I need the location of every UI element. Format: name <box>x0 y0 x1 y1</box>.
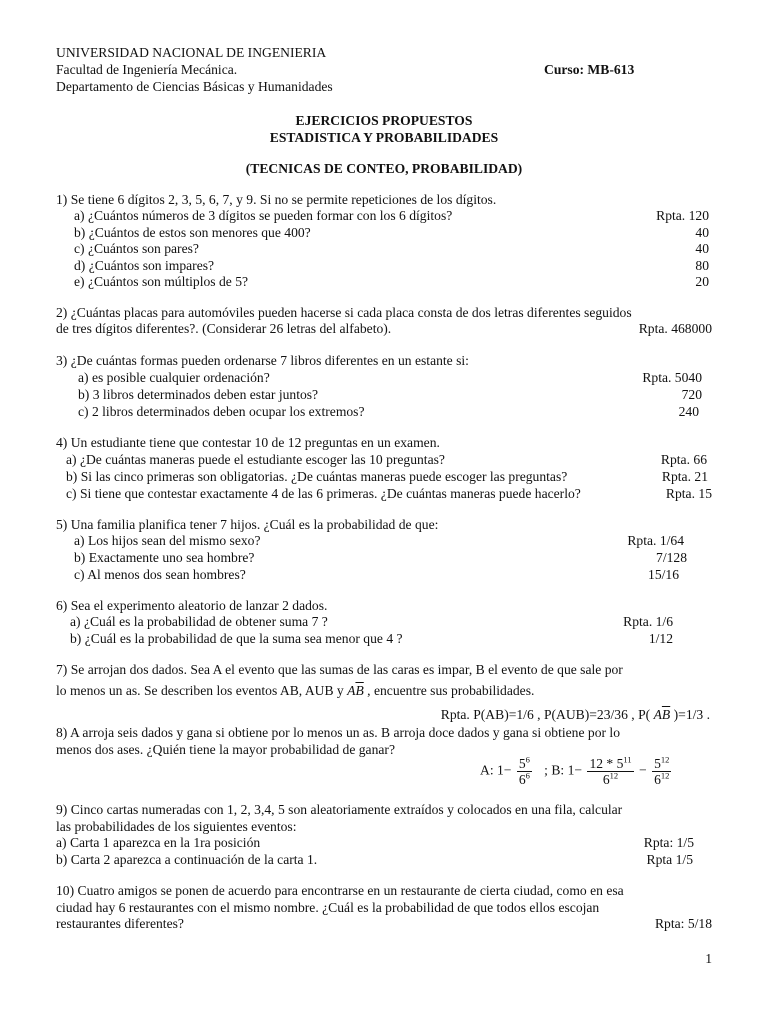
p3-answer-b: 720 <box>681 387 702 402</box>
p8-a-den-base: 6 <box>518 772 526 787</box>
p7-line2-post: , encuentre sus probabilidades. <box>367 683 535 698</box>
p8-a-num-exp: 6 <box>525 754 530 765</box>
p8-formula-b-minus2: − <box>639 762 647 778</box>
p1-item-e: e) ¿Cuántos son múltiplos de 5? <box>74 274 249 289</box>
p8-formula-b-fraction2 <box>652 756 671 787</box>
p8-b2-den-exp: 12 <box>660 770 670 781</box>
p10-line1: 10) Cuatro amigos se ponen de acuerdo para encontrarse en un restaurante de cierta ciudad, como en esa <box>56 883 624 898</box>
p7-event-a: A <box>347 683 356 698</box>
p5-stem: 5) Una familia planifica tener 7 hijos. ¿Cuál es la probabilidad de que: <box>56 517 439 532</box>
page-number: 1 <box>705 951 712 966</box>
p8-formula-a-label: A: <box>480 762 494 778</box>
p1-item-a: a) ¿Cuántos números de 3 dígitos se pueden formar con los 6 dígitos? <box>74 208 453 223</box>
p8-b1-den-base: 6 <box>602 772 610 787</box>
p8-formula-b-one: 1 <box>567 762 575 778</box>
p8-formula-sep: ; <box>544 762 548 778</box>
header-course: Curso: MB-613 <box>544 62 635 77</box>
p8-line2: menos dos ases. ¿Quién tiene la mayor probabilidad de ganar? <box>56 742 395 757</box>
p2-answer: Rpta. 468000 <box>638 321 712 336</box>
p2-line2: de tres dígitos diferentes?. (Considerar 26 letras del alfabeto). <box>56 321 392 336</box>
p8-b1-num-exp: 11 <box>623 754 632 765</box>
p3-stem: 3) ¿De cuántas formas pueden ordenarse 7 libros diferentes en un estante si: <box>56 353 469 368</box>
p7-line2-pre: lo menos un as. Se describen los eventos AB, AUB y <box>56 683 344 698</box>
p6-stem: 6) Sea el experimento aleatorio de lanzar 2 dados. <box>56 598 328 613</box>
p1-answer-b: 40 <box>695 225 709 240</box>
header-university: UNIVERSIDAD NACIONAL DE INGENIERIA <box>56 45 327 60</box>
p7-answer-post: )=1/3 . <box>673 707 710 722</box>
p5-answer-c: 15/16 <box>648 567 679 582</box>
p5-answer-b: 7/128 <box>656 550 687 565</box>
p1-answer-c: 40 <box>695 241 709 256</box>
p9-item-b: b) Carta 2 aparezca a continuación de la carta 1. <box>56 852 318 867</box>
p1-answer-e: 20 <box>695 274 709 289</box>
p3-item-b: b) 3 libros determinados deben estar juntos? <box>78 387 319 402</box>
p6-answer-b: 1/12 <box>648 631 673 646</box>
title-line2: ESTADISTICA Y PROBABILIDADES <box>269 130 499 145</box>
p3-item-c: c) 2 libros determinados deben ocupar los extremos? <box>78 404 365 419</box>
title-line1: EJERCICIOS PROPUESTOS <box>295 113 473 128</box>
p1-answer-d: 80 <box>695 258 709 273</box>
p4-item-b: b) Si las cinco primeras son obligatorias. ¿De cuántas maneras puede escoger las preguntas? <box>66 469 568 484</box>
p9-answer-a: Rpta: 1/5 <box>643 835 694 850</box>
p6-item-b: b) ¿Cuál es la probabilidad de que la suma sea menor que 4 ? <box>70 631 403 646</box>
p8-b2-num-base: 5 <box>654 756 661 771</box>
p10-line2: ciudad hay 6 restaurantes con el mismo nombre. ¿Cuál es la probabilidad de que todos ellos escojan <box>56 900 600 915</box>
p3-answer-a: Rpta. 5040 <box>642 370 702 385</box>
p1-item-c: c) ¿Cuántos son pares? <box>74 241 199 256</box>
p7-answer-event-a: A <box>653 707 662 722</box>
p9-line1: 9) Cinco cartas numeradas con 1, 2, 3,4, 5 son aleatoriamente extraídos y colocados en una fila, calcular <box>56 802 623 817</box>
p8-formula-a-one: 1 <box>497 762 504 778</box>
p9-answer-b: Rpta 1/5 <box>646 852 693 867</box>
p5-answer-a: Rpta. 1/64 <box>627 533 684 548</box>
p8-formula <box>480 756 700 796</box>
p10-line3: restaurantes diferentes? <box>56 916 184 931</box>
p3-item-a: a) es posible cualquier ordenación? <box>78 370 270 385</box>
p9-item-a: a) Carta 1 aparezca en la 1ra posición <box>56 835 261 850</box>
p6-item-a: a) ¿Cuál es la probabilidad de obtener suma 7 ? <box>70 614 328 629</box>
p1-item-b: b) ¿Cuántos de estos son menores que 400? <box>74 225 311 240</box>
p1-answer-a: Rpta. 120 <box>656 208 709 223</box>
p8-a-den-exp: 6 <box>525 770 530 781</box>
p8-b2-num-exp: 12 <box>660 754 670 765</box>
p5-item-c: c) Al menos dos sean hombres? <box>74 567 246 582</box>
p4-stem: 4) Un estudiante tiene que contestar 10 de 12 preguntas en un examen. <box>56 435 440 450</box>
p1-stem: 1) Se tiene 6 dígitos 2, 3, 5, 6, 7, y 9. Si no se permite repeticiones de los dígitos. <box>56 192 497 207</box>
p4-answer-c: Rpta. 15 <box>665 486 712 501</box>
p1-item-d: d) ¿Cuántos son impares? <box>74 258 215 273</box>
p4-answer-b: Rpta. 21 <box>661 469 708 484</box>
p5-item-a: a) Los hijos sean del mismo sexo? <box>74 533 261 548</box>
p8-formula-b-fraction1 <box>587 756 633 787</box>
p8-b2-den-base: 6 <box>654 772 661 787</box>
p8-formula-b-label: B: <box>551 762 565 778</box>
header-faculty: Facultad de Ingeniería Mecánica. <box>56 62 238 77</box>
p4-item-a: a) ¿De cuántas maneras puede el estudiante escoger las 10 preguntas? <box>66 452 445 467</box>
p4-answer-a: Rpta. 66 <box>660 452 707 467</box>
p8-formula-a-minus: − <box>503 762 512 778</box>
p6-answer-a: Rpta. 1/6 <box>623 614 673 629</box>
p10-answer: Rpta: 5/18 <box>654 916 712 931</box>
p8-b1-den-exp: 12 <box>609 770 619 781</box>
p7-line1: 7) Se arrojan dos dados. Sea A el evento que las sumas de las caras es impar, B el evento de que sale por <box>56 662 623 677</box>
p7-line2 <box>56 682 534 699</box>
p5-item-b: b) Exactamente uno sea hombre? <box>74 550 255 565</box>
p7-answer-event-b: $\overline{B}$ <box>661 707 671 722</box>
p8-formula-a-fraction <box>517 756 532 787</box>
title-subtitle: (TECNICAS DE CONTEO, PROBABILIDAD) <box>245 161 523 176</box>
p3-answer-c: 240 <box>678 404 699 419</box>
p4-item-c: c) Si tiene que contestar exactamente 4 de las 6 primeras. ¿De cuántas maneras puede hacerlo? <box>66 486 581 501</box>
p7-answer-pre: Rpta. P(AB)=1/6 , P(AUB)=23/36 , P( <box>440 707 651 722</box>
p9-line2: las probabilidades de los siguientes eventos: <box>56 819 297 834</box>
p8-a-num-base: 5 <box>518 756 526 771</box>
p7-answer <box>340 706 710 723</box>
p2-line1: 2) ¿Cuántas placas para automóviles pueden hacerse si cada placa consta de dos letras diferentes seguidos <box>56 305 632 320</box>
header-department: Departamento de Ciencias Básicas y Humanidades <box>56 79 333 94</box>
p7-event-b-complement: $\overline{B}$ <box>355 683 364 698</box>
p8-formula-b-minus1: − <box>574 762 583 778</box>
p8-line1: 8) A arroja seis dados y gana si obtiene por lo menos un as. B arroja doce dados y gana si obtiene por lo <box>56 725 621 740</box>
p8-b1-num: 12 * 5 <box>589 756 624 771</box>
